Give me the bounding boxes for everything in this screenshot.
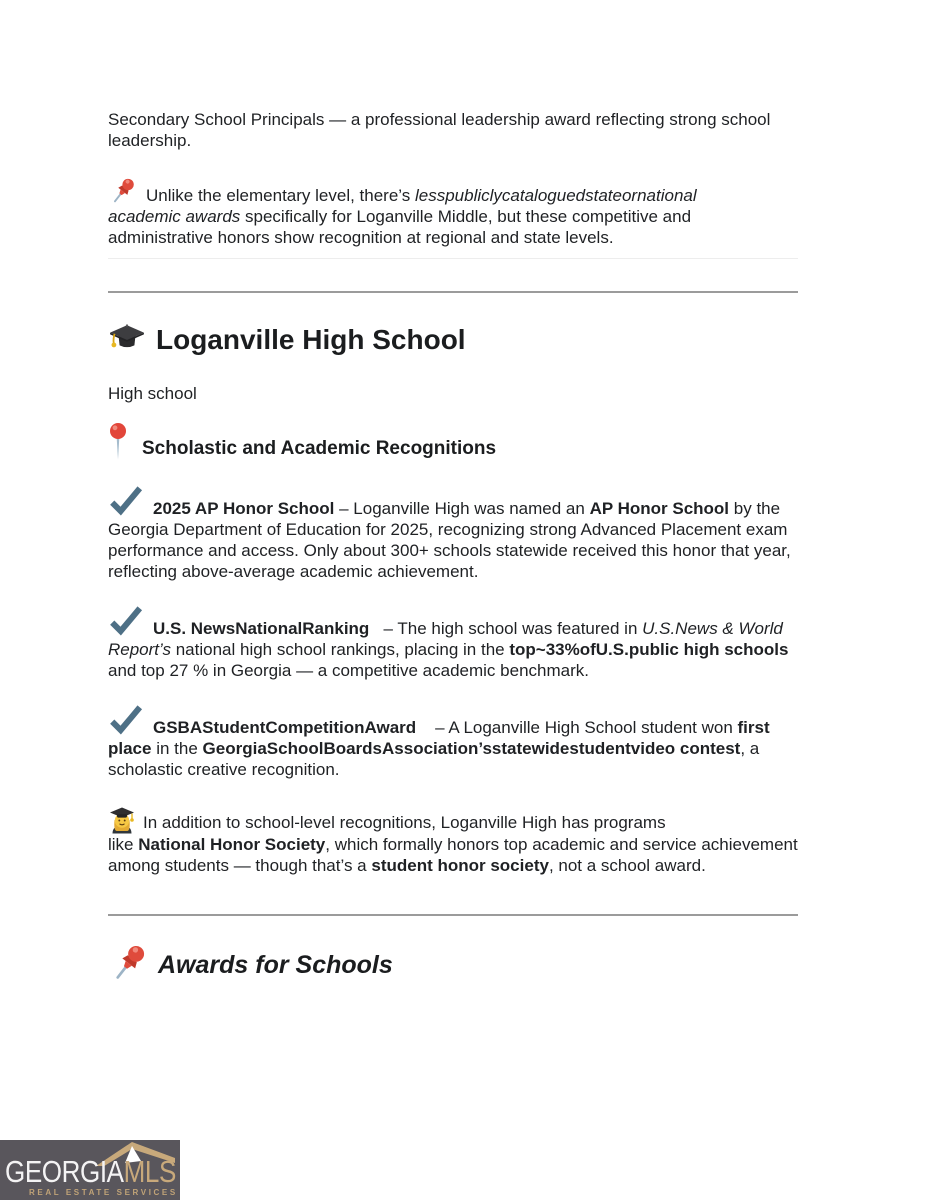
scholastic-heading-text: Scholastic and Academic Recognitions — [142, 438, 497, 459]
paragraph-middle-school-note — [108, 176, 798, 248]
woman-student-icon — [108, 806, 136, 834]
pushpin-icon — [108, 176, 138, 206]
award-item-ap-honor-text: 2025 AP Honor School – Loganville High was named an AP Honor School by the Georgia Department of Education for 2025, recognizing strong Advanced Placement exam performance and access. Only about 300+ schools statewide received this honor that year, reflecting above-average academic achievement. — [108, 499, 791, 581]
round-pushpin-icon — [108, 422, 128, 462]
award-item-usnews-text: U.S. NewsNationalRanking – The high school was featured in U.S.News & World Report’s national high school rankings, placing in the top~33%ofU.S.public high schools and top 27 % in Georgia — a competitive academic benchmark. — [108, 619, 789, 680]
check-mark-icon — [108, 604, 144, 637]
school-heading — [108, 319, 798, 361]
pushpin-icon — [108, 942, 150, 984]
check-mark-icon — [108, 484, 144, 517]
award-item-gsba — [108, 703, 798, 780]
logo-text-mls: MLS — [123, 1154, 176, 1189]
note-honor-society-text: In addition to school-level recognitions, Loganville High has programs like National Honor Society, which formally honors top academic and service achievement among students — though that’s a student honor society, not a school award. — [108, 813, 798, 875]
awards-heading — [108, 942, 798, 988]
award-item-ap-honor — [108, 484, 798, 582]
school-heading-text: Loganville High School — [156, 324, 466, 355]
faint-divider — [108, 258, 798, 259]
document-content — [108, 0, 798, 988]
logo-tagline: REAL ESTATE SERVICES — [29, 1188, 178, 1197]
georgia-mls-logo — [0, 1140, 180, 1200]
school-subtitle: High school — [108, 384, 197, 403]
graduation-cap-icon — [108, 322, 146, 356]
award-item-gsba-text: GSBAStudentCompetitionAward – A Loganville High School student won first place in the GeorgiaSchoolBoardsAssociation’sstatewidestudentvideo contest, a scholastic creative recognition. — [108, 718, 770, 779]
section-divider-bottom — [108, 914, 798, 916]
middle-school-note-text: Unlike the elementary level, there’s lesspubliclycataloguedstateornational academic awards specifically for Loganville Middle, but these competitive and administrative honors show recognition at regional and state levels. — [108, 186, 697, 247]
paragraph-principals: Secondary School Principals — a professional leadership award reflecting strong school leadership. — [108, 110, 771, 150]
awards-heading-text: Awards for Schools — [158, 951, 393, 979]
logo-text-georgia: GEORGIA — [5, 1154, 124, 1189]
logo-wordmark — [5, 1156, 176, 1187]
section-divider-top — [108, 291, 798, 293]
check-mark-icon — [108, 703, 144, 736]
note-honor-society — [108, 806, 798, 876]
award-item-usnews — [108, 604, 798, 681]
scholastic-heading — [108, 422, 798, 462]
